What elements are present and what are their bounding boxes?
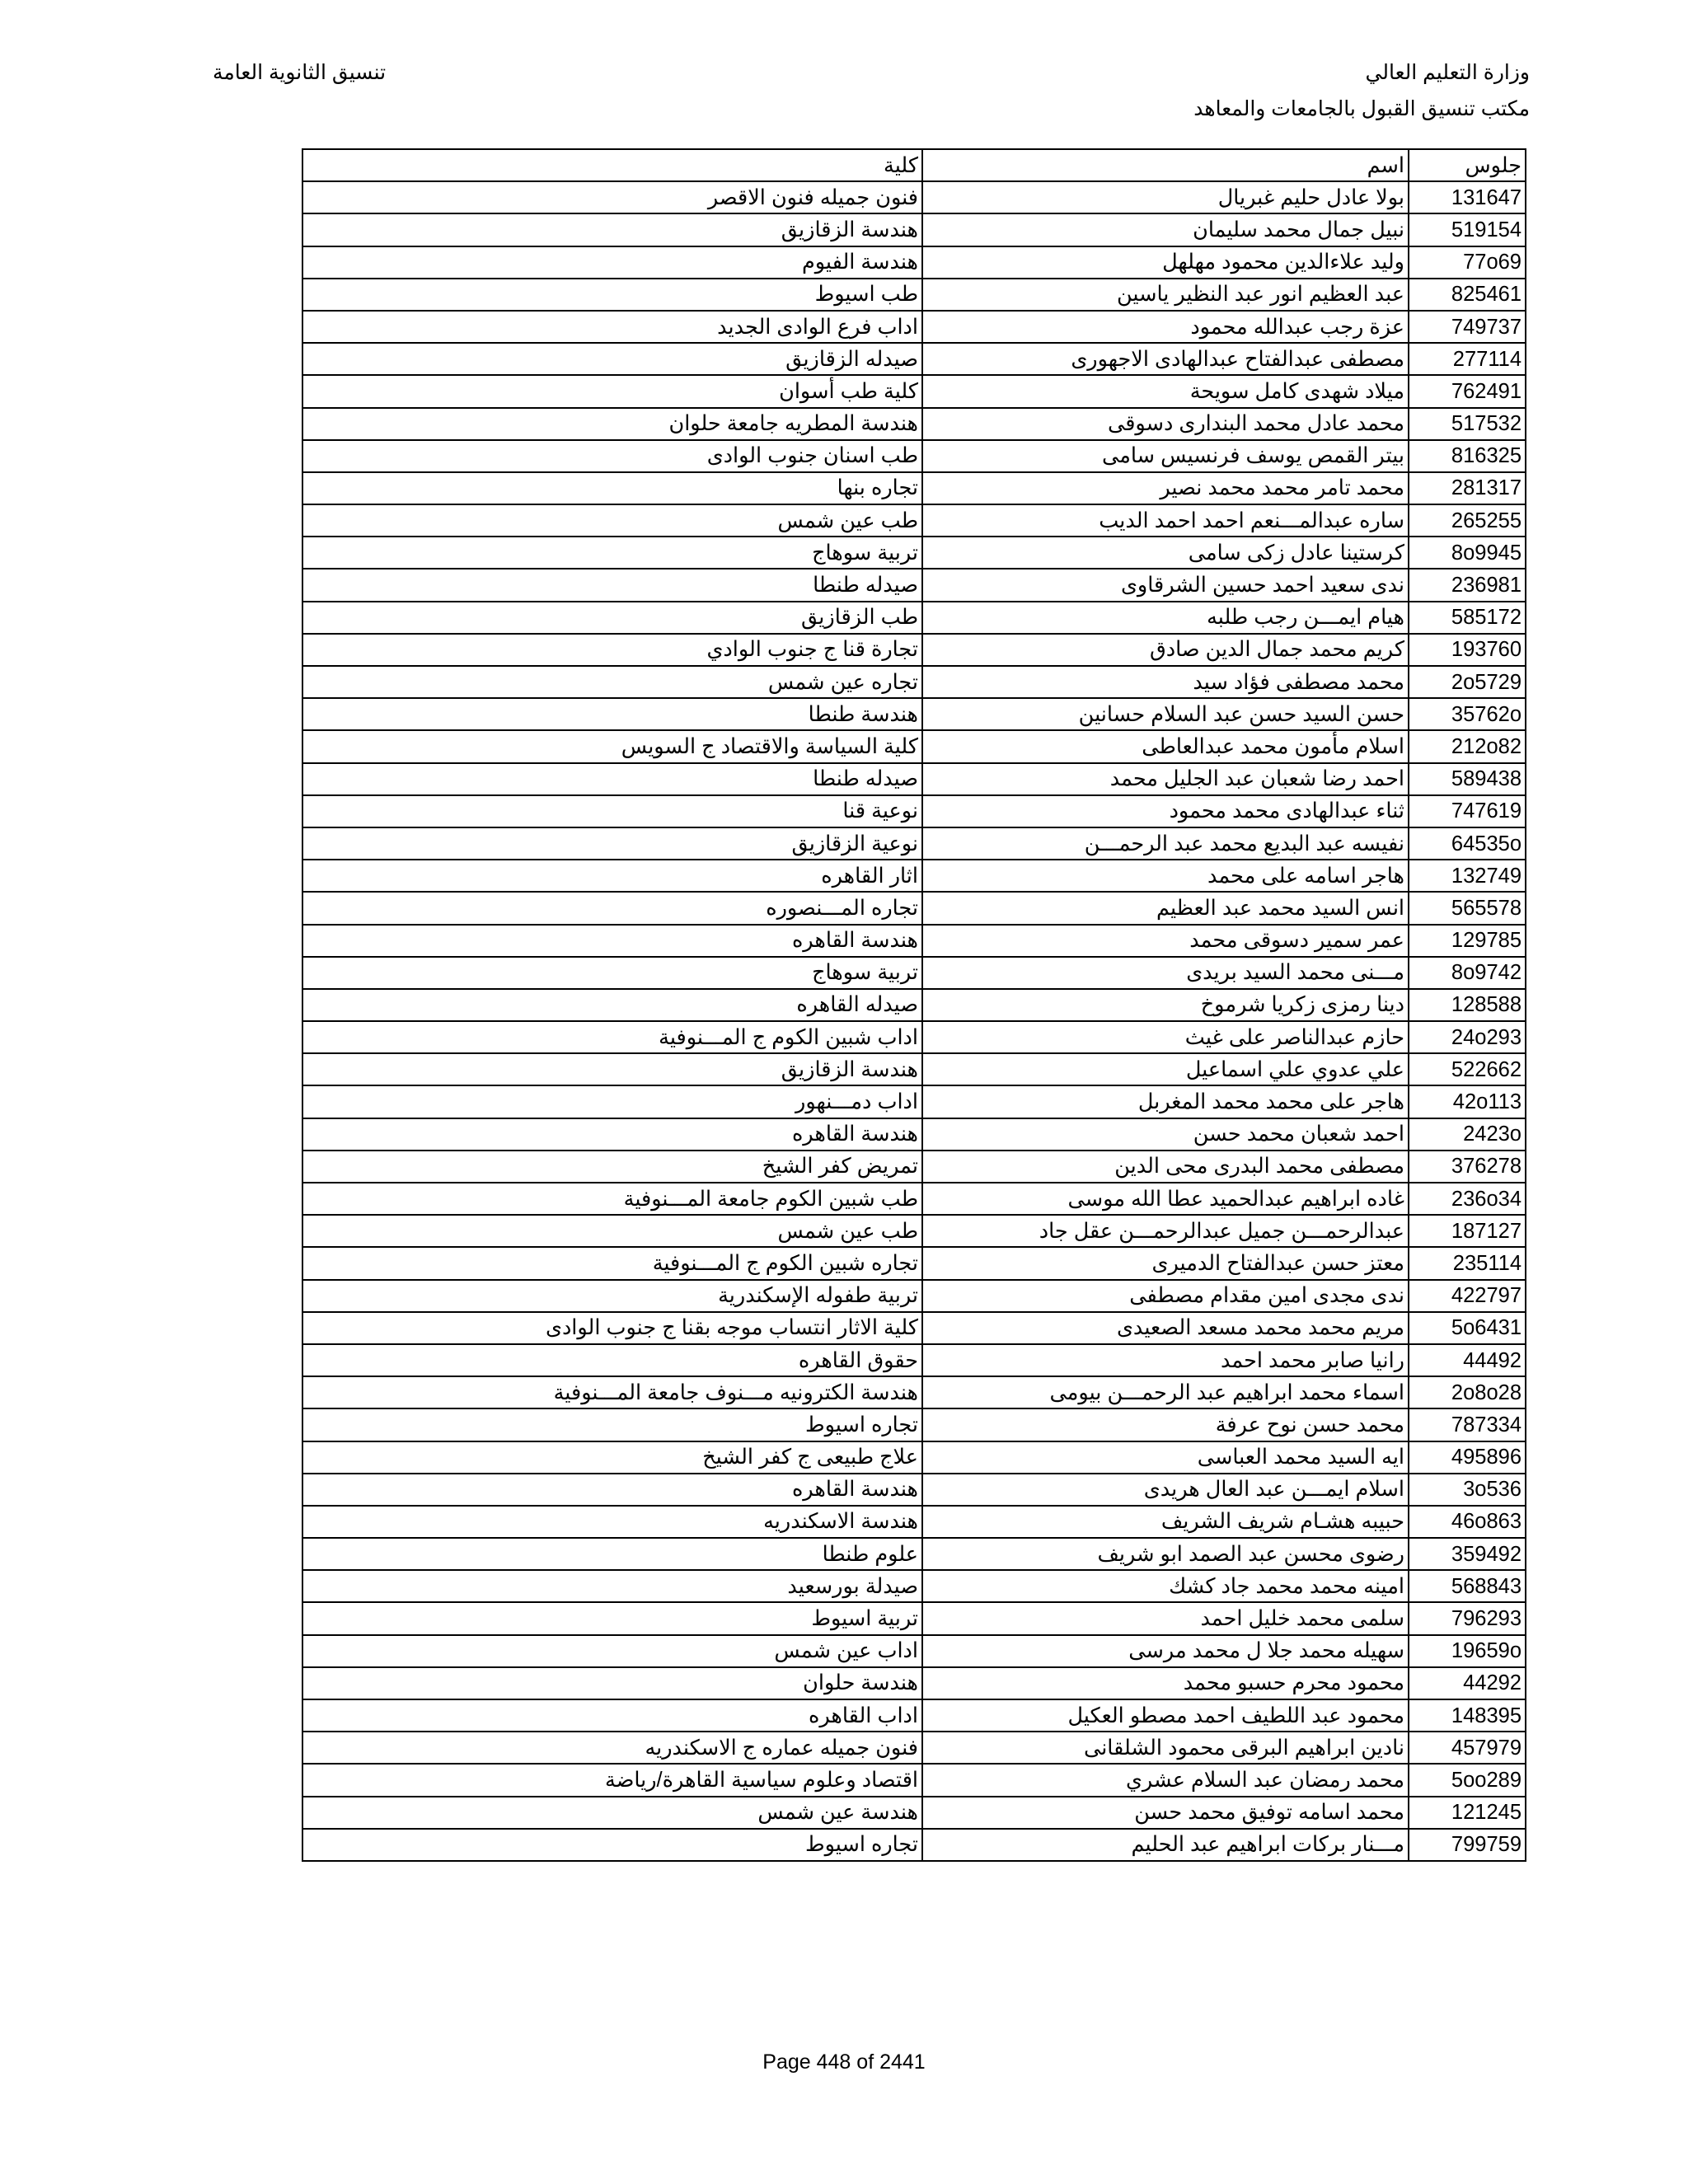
table-row: [302, 763, 1526, 795]
table-row: [302, 375, 1526, 407]
student-name-cell: هيام ايمـــن رجب طلبه: [922, 602, 1409, 634]
table-row: [302, 1667, 1526, 1699]
seat-number-cell: 129785: [1409, 925, 1526, 957]
faculty-cell: صيدله القاهره: [302, 989, 922, 1021]
table-row: [302, 795, 1526, 827]
table-row: [302, 311, 1526, 343]
student-name-cell: اسلام ايمـــن عبد العال هريدى: [922, 1474, 1409, 1506]
student-name-cell: ايه السيد محمد العباسى: [922, 1441, 1409, 1474]
coordination-title: تنسيق الثانوية العامة: [213, 61, 387, 84]
seat-number-cell: 376278: [1409, 1151, 1526, 1183]
seat-number-cell: 44492: [1409, 1344, 1526, 1376]
table-row: [302, 634, 1526, 666]
seat-number-cell: 796293: [1409, 1602, 1526, 1634]
seat-number-cell: 236981: [1409, 569, 1526, 601]
student-name-cell: محمد تامر محمد محمد نصير: [922, 472, 1409, 504]
seat-number-cell: 265255: [1409, 504, 1526, 537]
seat-number-cell: 46o863: [1409, 1506, 1526, 1538]
seat-number-cell: 235114: [1409, 1247, 1526, 1279]
student-name-cell: نبيل جمال محمد سليمان: [922, 213, 1409, 246]
student-name-cell: ندى مجدى امين مقدام مصطفى: [922, 1280, 1409, 1312]
faculty-cell: نوعية الزقازيق: [302, 827, 922, 860]
faculty-cell: تجاره اسيوط: [302, 1829, 922, 1861]
student-name-cell: معتز حسن عبدالفتاح الدميرى: [922, 1247, 1409, 1279]
table-row: [302, 1053, 1526, 1085]
student-name-cell: مـــنار بركات ابراهيم عبد الحليم: [922, 1829, 1409, 1861]
seat-number-cell: 193760: [1409, 634, 1526, 666]
student-name-cell: احمد شعبان محمد حسن: [922, 1118, 1409, 1151]
table-row: [302, 279, 1526, 311]
seat-number-cell: 522662: [1409, 1053, 1526, 1085]
column-header-seat: جلوس: [1409, 149, 1526, 181]
faculty-cell: هندسة القاهره: [302, 1474, 922, 1506]
seat-number-cell: 589438: [1409, 763, 1526, 795]
student-name-cell: وليد علاءالدين محمود مهلهل: [922, 246, 1409, 279]
student-name-cell: غاده ابراهيم عبدالحميد عطا الله موسى: [922, 1183, 1409, 1215]
table-row: [302, 1151, 1526, 1183]
table-row: [302, 1506, 1526, 1538]
table-row: [302, 1021, 1526, 1053]
student-name-cell: كرستينا عادل زكى سامى: [922, 537, 1409, 569]
seat-number-cell: 8o9945: [1409, 537, 1526, 569]
faculty-cell: طب اسيوط: [302, 279, 922, 311]
column-header-name: اسم: [922, 149, 1409, 181]
seat-number-cell: 281317: [1409, 472, 1526, 504]
table-row: [302, 1408, 1526, 1441]
student-name-cell: محمود عبد اللطيف احمد مصطو العكيل: [922, 1699, 1409, 1732]
faculty-cell: حقوق القاهره: [302, 1344, 922, 1376]
faculty-cell: كلية السياسة والاقتصاد ج السويس: [302, 730, 922, 762]
faculty-cell: اداب القاهره: [302, 1699, 922, 1732]
seat-number-cell: 44292: [1409, 1667, 1526, 1699]
seat-number-cell: 8o9742: [1409, 957, 1526, 989]
student-name-cell: حبيبه هشـام شريف الشريف: [922, 1506, 1409, 1538]
faculty-cell: هندسة الزقازيق: [302, 1053, 922, 1085]
page-number: Page 448 of 2441: [762, 2050, 926, 2074]
faculty-cell: تربية طفوله الإسكندرية: [302, 1280, 922, 1312]
table-row: [302, 343, 1526, 375]
student-name-cell: ميلاد شهدى كامل سويحة: [922, 375, 1409, 407]
faculty-cell: تجاره بنها: [302, 472, 922, 504]
seat-number-cell: 212o82: [1409, 730, 1526, 762]
faculty-cell: تجاره المـــنصوره: [302, 892, 922, 924]
faculty-cell: طب عين شمس: [302, 1215, 922, 1247]
seat-number-cell: 568843: [1409, 1570, 1526, 1602]
table-row: [302, 666, 1526, 698]
table-row: [302, 1699, 1526, 1732]
faculty-cell: تربية اسيوط: [302, 1602, 922, 1634]
student-name-cell: مـــنى محمد السيد بريدى: [922, 957, 1409, 989]
faculty-cell: طب الزقازيق: [302, 602, 922, 634]
table-row: [302, 1764, 1526, 1796]
student-name-cell: علي عدوي علي اسماعيل: [922, 1053, 1409, 1085]
seat-number-cell: 148395: [1409, 1699, 1526, 1732]
faculty-cell: تجاره عين شمس: [302, 666, 922, 698]
seat-number-cell: 585172: [1409, 602, 1526, 634]
table-row: [302, 504, 1526, 537]
faculty-cell: هندسة عين شمس: [302, 1797, 922, 1829]
seat-number-cell: 277114: [1409, 343, 1526, 375]
faculty-cell: هندسة الاسكندريه: [302, 1506, 922, 1538]
seat-number-cell: 128588: [1409, 989, 1526, 1021]
faculty-cell: كلية طب أسوان: [302, 375, 922, 407]
table-row: [302, 440, 1526, 472]
table-row: [302, 730, 1526, 762]
table-row: [302, 213, 1526, 246]
seat-number-cell: 3o536: [1409, 1474, 1526, 1506]
seat-number-cell: 187127: [1409, 1215, 1526, 1247]
column-header-faculty: كلية: [302, 149, 922, 181]
student-name-cell: بولا عادل حليم غبريال: [922, 181, 1409, 213]
table-row: [302, 1118, 1526, 1151]
faculty-cell: هندسة القاهره: [302, 1118, 922, 1151]
student-name-cell: ندى سعيد احمد حسين الشرقاوى: [922, 569, 1409, 601]
office-name: مكتب تنسيق القبول بالجامعات والمعاهد: [1193, 97, 1530, 120]
seat-number-cell: 495896: [1409, 1441, 1526, 1474]
student-name-cell: عمر سمير دسوقى محمد: [922, 925, 1409, 957]
ministry-name: وزارة التعليم العالي: [1365, 61, 1530, 84]
seat-number-cell: 19659o: [1409, 1635, 1526, 1667]
faculty-cell: تمريض كفر الشيخ: [302, 1151, 922, 1183]
student-name-cell: مصطفى عبدالفتاح عبدالهادى الاجهورى: [922, 343, 1409, 375]
table-row: [302, 1538, 1526, 1570]
seat-number-cell: 825461: [1409, 279, 1526, 311]
seat-number-cell: 565578: [1409, 892, 1526, 924]
faculty-cell: تجاره شبين الكوم ج المـــنوفية: [302, 1247, 922, 1279]
student-name-cell: امينه محمد محمد جاد كشك: [922, 1570, 1409, 1602]
student-name-cell: محمد رمضان عبد السلام عشري: [922, 1764, 1409, 1796]
table-row: [302, 1247, 1526, 1279]
table-row: [302, 1215, 1526, 1247]
faculty-cell: اداب فرع الوادى الجديد: [302, 311, 922, 343]
seat-number-cell: 24o293: [1409, 1021, 1526, 1053]
faculty-cell: كلية الاثار انتساب موجه بقنا ج جنوب الوادى: [302, 1312, 922, 1344]
student-name-cell: هاجر على محمد محمد المغربل: [922, 1085, 1409, 1118]
seat-number-cell: 121245: [1409, 1797, 1526, 1829]
faculty-cell: تربية سوهاج: [302, 957, 922, 989]
table-row: [302, 181, 1526, 213]
student-name-cell: حازم عبدالناصر على غيث: [922, 1021, 1409, 1053]
student-name-cell: محمود محرم حسبو محمد: [922, 1667, 1409, 1699]
seat-number-cell: 2423o: [1409, 1118, 1526, 1151]
student-name-cell: اسماء محمد ابراهيم عبد الرحمـــن بيومى: [922, 1376, 1409, 1408]
table-body: [302, 181, 1526, 1861]
table-row: [302, 1280, 1526, 1312]
seat-number-cell: 77o69: [1409, 246, 1526, 279]
table-row: [302, 1344, 1526, 1376]
table-row: [302, 892, 1526, 924]
seat-number-cell: 5o6431: [1409, 1312, 1526, 1344]
faculty-cell: هندسة الكترونيه مـــنوف جامعة المـــنوفية: [302, 1376, 922, 1408]
seat-number-cell: 749737: [1409, 311, 1526, 343]
faculty-cell: اثار القاهره: [302, 860, 922, 892]
table-row: [302, 408, 1526, 440]
student-name-cell: نفيسه عبد البديع محمد عبد الرحمـــن: [922, 827, 1409, 860]
seat-number-cell: 64535o: [1409, 827, 1526, 860]
seat-number-cell: 5oo289: [1409, 1764, 1526, 1796]
seat-number-cell: 799759: [1409, 1829, 1526, 1861]
student-name-cell: ساره عبدالمـــنعم احمد احمد الديب: [922, 504, 1409, 537]
seat-number-cell: 519154: [1409, 213, 1526, 246]
seat-number-cell: 787334: [1409, 1408, 1526, 1441]
table-row: [302, 1829, 1526, 1861]
seat-number-cell: 816325: [1409, 440, 1526, 472]
student-name-cell: بيتر القمص يوسف فرنسيس سامى: [922, 440, 1409, 472]
table-row: [302, 537, 1526, 569]
table-row: [302, 698, 1526, 730]
table-row: [302, 1441, 1526, 1474]
seat-number-cell: 517532: [1409, 408, 1526, 440]
table-row: [302, 1474, 1526, 1506]
faculty-cell: هندسة المطريه جامعة حلوان: [302, 408, 922, 440]
seat-number-cell: 359492: [1409, 1538, 1526, 1570]
faculty-cell: صيدلة بورسعيد: [302, 1570, 922, 1602]
seat-number-cell: 132749: [1409, 860, 1526, 892]
table-row: [302, 246, 1526, 279]
table-row: [302, 1085, 1526, 1118]
student-name-cell: عبد العظيم انور عبد النظير ياسين: [922, 279, 1409, 311]
student-name-cell: مريم محمد محمد مسعد الصعيدى: [922, 1312, 1409, 1344]
table-row: [302, 827, 1526, 860]
student-name-cell: انس السيد محمد عبد العظيم: [922, 892, 1409, 924]
faculty-cell: هندسة الفيوم: [302, 246, 922, 279]
table-row: [302, 860, 1526, 892]
faculty-cell: اقتصاد وعلوم سياسية القاهرة/رياضة: [302, 1764, 922, 1796]
admissions-table: [302, 148, 1526, 1862]
table-row: [302, 957, 1526, 989]
table-row: [302, 1732, 1526, 1764]
student-name-cell: رانيا صابر محمد احمد: [922, 1344, 1409, 1376]
faculty-cell: هندسة الزقازيق: [302, 213, 922, 246]
table-row: [302, 1602, 1526, 1634]
faculty-cell: اداب عين شمس: [302, 1635, 922, 1667]
student-name-cell: رضوى محسن عبد الصمد ابو شريف: [922, 1538, 1409, 1570]
student-name-cell: دينا رمزى زكريا شرموخ: [922, 989, 1409, 1021]
table-row: [302, 1312, 1526, 1344]
table-header-row: [302, 149, 1526, 181]
table-row: [302, 1570, 1526, 1602]
faculty-cell: طب شبين الكوم جامعة المـــنوفية: [302, 1183, 922, 1215]
student-name-cell: محمد اسامه توفيق محمد حسن: [922, 1797, 1409, 1829]
student-name-cell: حسن السيد حسن عبد السلام حسانين: [922, 698, 1409, 730]
seat-number-cell: 42o113: [1409, 1085, 1526, 1118]
table-row: [302, 989, 1526, 1021]
faculty-cell: علوم طنطا: [302, 1538, 922, 1570]
student-name-cell: محمد حسن نوح عرفة: [922, 1408, 1409, 1441]
table-row: [302, 602, 1526, 634]
student-name-cell: هاجر اسامه على محمد: [922, 860, 1409, 892]
seat-number-cell: 35762o: [1409, 698, 1526, 730]
table-row: [302, 1183, 1526, 1215]
seat-number-cell: 2o5729: [1409, 666, 1526, 698]
faculty-cell: علاج طبيعى ج كفر الشيخ: [302, 1441, 922, 1474]
table-row: [302, 1635, 1526, 1667]
seat-number-cell: 236o34: [1409, 1183, 1526, 1215]
student-name-cell: عزة رجب عبدالله محمود: [922, 311, 1409, 343]
faculty-cell: فنون جميله عماره ج الاسكندريه: [302, 1732, 922, 1764]
faculty-cell: فنون جميله فنون الاقصر: [302, 181, 922, 213]
seat-number-cell: 457979: [1409, 1732, 1526, 1764]
faculty-cell: هندسة طنطا: [302, 698, 922, 730]
ministry-header: [1193, 56, 1530, 129]
seat-number-cell: 131647: [1409, 181, 1526, 213]
table-row: [302, 1376, 1526, 1408]
student-name-cell: محمد عادل محمد البندارى دسوقى: [922, 408, 1409, 440]
faculty-cell: اداب شبين الكوم ج المـــنوفية: [302, 1021, 922, 1053]
student-name-cell: نادين ابراهيم البرقى محمود الشلقانى: [922, 1732, 1409, 1764]
faculty-cell: هندسة القاهره: [302, 925, 922, 957]
faculty-cell: تجاره اسيوط: [302, 1408, 922, 1441]
faculty-cell: اداب دمـــنهور: [302, 1085, 922, 1118]
student-name-cell: محمد مصطفى فؤاد سيد: [922, 666, 1409, 698]
student-name-cell: كريم محمد جمال الدين صادق: [922, 634, 1409, 666]
faculty-cell: نوعية قنا: [302, 795, 922, 827]
student-name-cell: احمد رضا شعبان عبد الجليل محمد: [922, 763, 1409, 795]
faculty-cell: طب اسنان جنوب الوادى: [302, 440, 922, 472]
student-name-cell: سهيله محمد جلا ل محمد مرسى: [922, 1635, 1409, 1667]
faculty-cell: هندسة حلوان: [302, 1667, 922, 1699]
faculty-cell: صيدله طنطا: [302, 763, 922, 795]
seat-number-cell: 747619: [1409, 795, 1526, 827]
faculty-cell: صيدله طنطا: [302, 569, 922, 601]
faculty-cell: تربية سوهاج: [302, 537, 922, 569]
student-name-cell: عبدالرحمـــن جميل عبدالرحمـــن عقل جاد: [922, 1215, 1409, 1247]
faculty-cell: تجارة قنا ج جنوب الوادي: [302, 634, 922, 666]
faculty-cell: طب عين شمس: [302, 504, 922, 537]
table-row: [302, 925, 1526, 957]
seat-number-cell: 2o8o28: [1409, 1376, 1526, 1408]
student-name-cell: سلمى محمد خليل احمد: [922, 1602, 1409, 1634]
student-name-cell: اسلام مأمون محمد عبدالعاطى: [922, 730, 1409, 762]
table-row: [302, 1797, 1526, 1829]
seat-number-cell: 422797: [1409, 1280, 1526, 1312]
seat-number-cell: 762491: [1409, 375, 1526, 407]
student-name-cell: مصطفى محمد البدرى محى الدين: [922, 1151, 1409, 1183]
student-name-cell: ثناء عبدالهادى محمد محمود: [922, 795, 1409, 827]
table-row: [302, 569, 1526, 601]
table-row: [302, 472, 1526, 504]
faculty-cell: صيدله الزقازيق: [302, 343, 922, 375]
